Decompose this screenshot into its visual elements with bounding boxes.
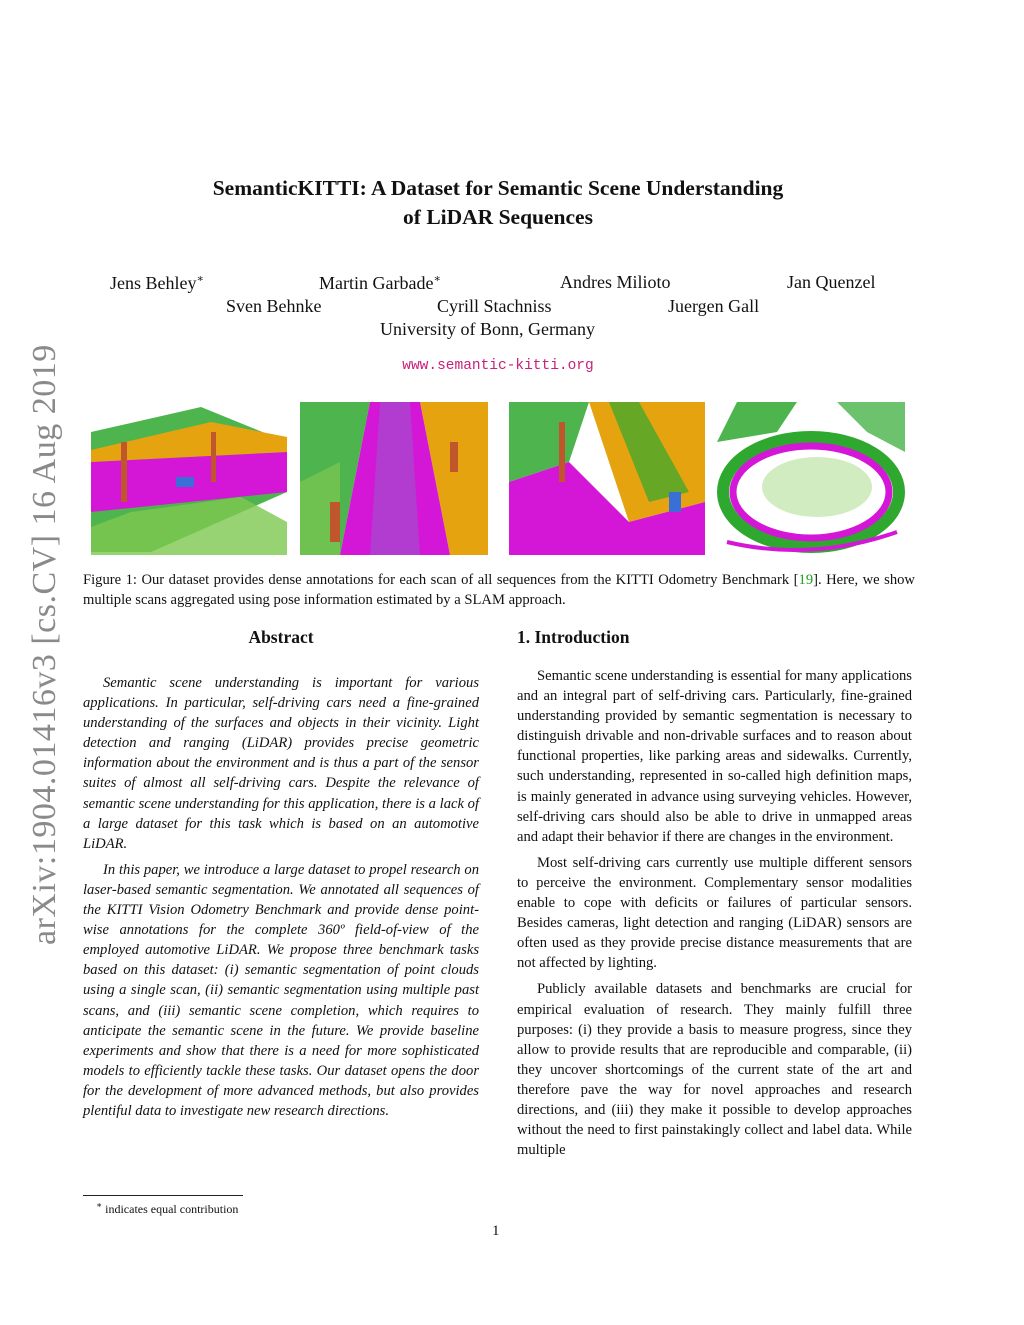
figure-panel-1 xyxy=(91,402,287,555)
project-website-link[interactable]: www.semantic-kitti.org xyxy=(402,358,594,374)
point-cloud-image-3 xyxy=(509,402,705,555)
paper-title xyxy=(120,174,876,232)
abstract-heading: Abstract xyxy=(248,627,314,647)
author-juergen-gall: Juergen Gall xyxy=(668,296,760,316)
author-martin-garbade: Martin Garbade∗ xyxy=(319,273,441,293)
figure-panel-4 xyxy=(717,402,905,555)
author-cyrill-stachniss: Cyrill Stachniss xyxy=(437,296,552,316)
point-cloud-image-2 xyxy=(300,402,488,555)
abstract-paragraph-2: In this paper, we introduce a large dataset to propel research on laser-based semantic segmentation. We annotated all sequences of the KITTI Vision Odometry Benchmark and provide dense point-wise annotations for the complete 360º field-of-view of the employed automotive LiDAR. We propose three benchmark tasks based on this dataset: (i) semantic segmentation of point clouds using a single scan, (ii) semantic segmentation using multiple past scans, and (iii) semantic scene completion, which requires to anticipate the semantic scene in the future. We provide baseline experiments and show that there is a need for more sophisticated models to efficiently tackle these tasks. Our dataset opens the door for the development of more advanced methods, but also provides plentiful data to investigate new research directions. xyxy=(83,861,479,1119)
footnote: ∗ indicates equal contribution xyxy=(96,1200,239,1216)
title-line-1: SemanticKITTI: A Dataset for Semantic Scene Understanding xyxy=(212,176,784,200)
author-jan-quenzel: Jan Quenzel xyxy=(787,272,876,292)
affiliation: University of Bonn, Germany xyxy=(380,319,595,339)
arxiv-identifier: arXiv:1904.01416v3 [cs.CV] 16 Aug 2019 xyxy=(26,344,63,945)
citation-link-19[interactable]: 19 xyxy=(798,572,814,588)
introduction-heading: 1. Introduction xyxy=(517,627,630,647)
abstract-paragraph-1: Semantic scene understanding is important for various applications. In particular, self-driving cars need a fine-grained understanding of the surfaces and objects in their vicinity. Light detection and ranging (LiDAR) provides precise geometric information about the environment and is thus a part of the sensor suites of almost all self-driving cars. Despite the relevance of semantic scene understanding for this application, there is a lack of a large dataset for this task which is based on an automotive LiDAR. xyxy=(83,675,479,852)
arxiv-side-stamp xyxy=(20,345,64,945)
author-jens-behley: Jens Behley∗ xyxy=(110,273,204,293)
point-cloud-image-1 xyxy=(91,402,287,555)
figure-panel-3 xyxy=(509,402,705,555)
introduction-body xyxy=(517,666,912,1166)
caption-text-continued: ]. Here, we show multiple scans aggregated using pose information estimated by a SLAM approach. xyxy=(83,572,915,608)
title-line-2: of LiDAR Sequences xyxy=(403,205,593,229)
intro-paragraph-1: Semantic scene understanding is essential for many applications and an integral part of self-driving cars. Particularly, fine-grained understanding provided by semantic segmentation is necessary to distinguish drivable and non-drivable surfaces and to reason about functional properties, like parking areas and sidewalks. Currently, such understanding, represented in so-called high definition maps, is mainly generated in advance using surveying vehicles. However, self-driving cars should also be able to drive in unmapped areas and adapt their behavior if there are changes in the environment. xyxy=(517,668,912,845)
intro-paragraph-3: Publicly available datasets and benchmarks are crucial for empirical evaluation of research. They mainly fulfill three purposes: (i) they provide a basis to measure progress, since they allow to provide results that are reproducible and comparable, (ii) they uncover shortcomings of the current state of the art and therefore pave the way for novel approaches and research directions, and (iii) they make it possible to develop approaches without the need to first painstakingly collect and label data. While multiple xyxy=(517,981,912,1159)
author-andres-milioto: Andres Milioto xyxy=(560,272,671,292)
figure-caption xyxy=(83,570,915,610)
author-sven-behnke: Sven Behnke xyxy=(226,296,322,316)
caption-label: Figure 1: xyxy=(83,572,137,588)
point-cloud-image-4 xyxy=(717,402,905,555)
abstract-body xyxy=(83,673,479,1127)
intro-paragraph-2: Most self-driving cars currently use multiple different sensors to perceive the environment. Complementary sensor modalities enable to cope with deficits or failures of particular sensors. Besides cameras, light detection and ranging (LiDAR) sensors are often used as they provide precise distance measurements that are not affected by lighting. xyxy=(517,854,912,972)
figure-panel-2 xyxy=(300,402,488,555)
caption-text: Our dataset provides dense annotations for each scan of all sequences from the KITTI Odometry Benchmark [ xyxy=(141,572,799,588)
page-number: 1 xyxy=(492,1223,500,1239)
footnote-rule xyxy=(83,1195,243,1196)
